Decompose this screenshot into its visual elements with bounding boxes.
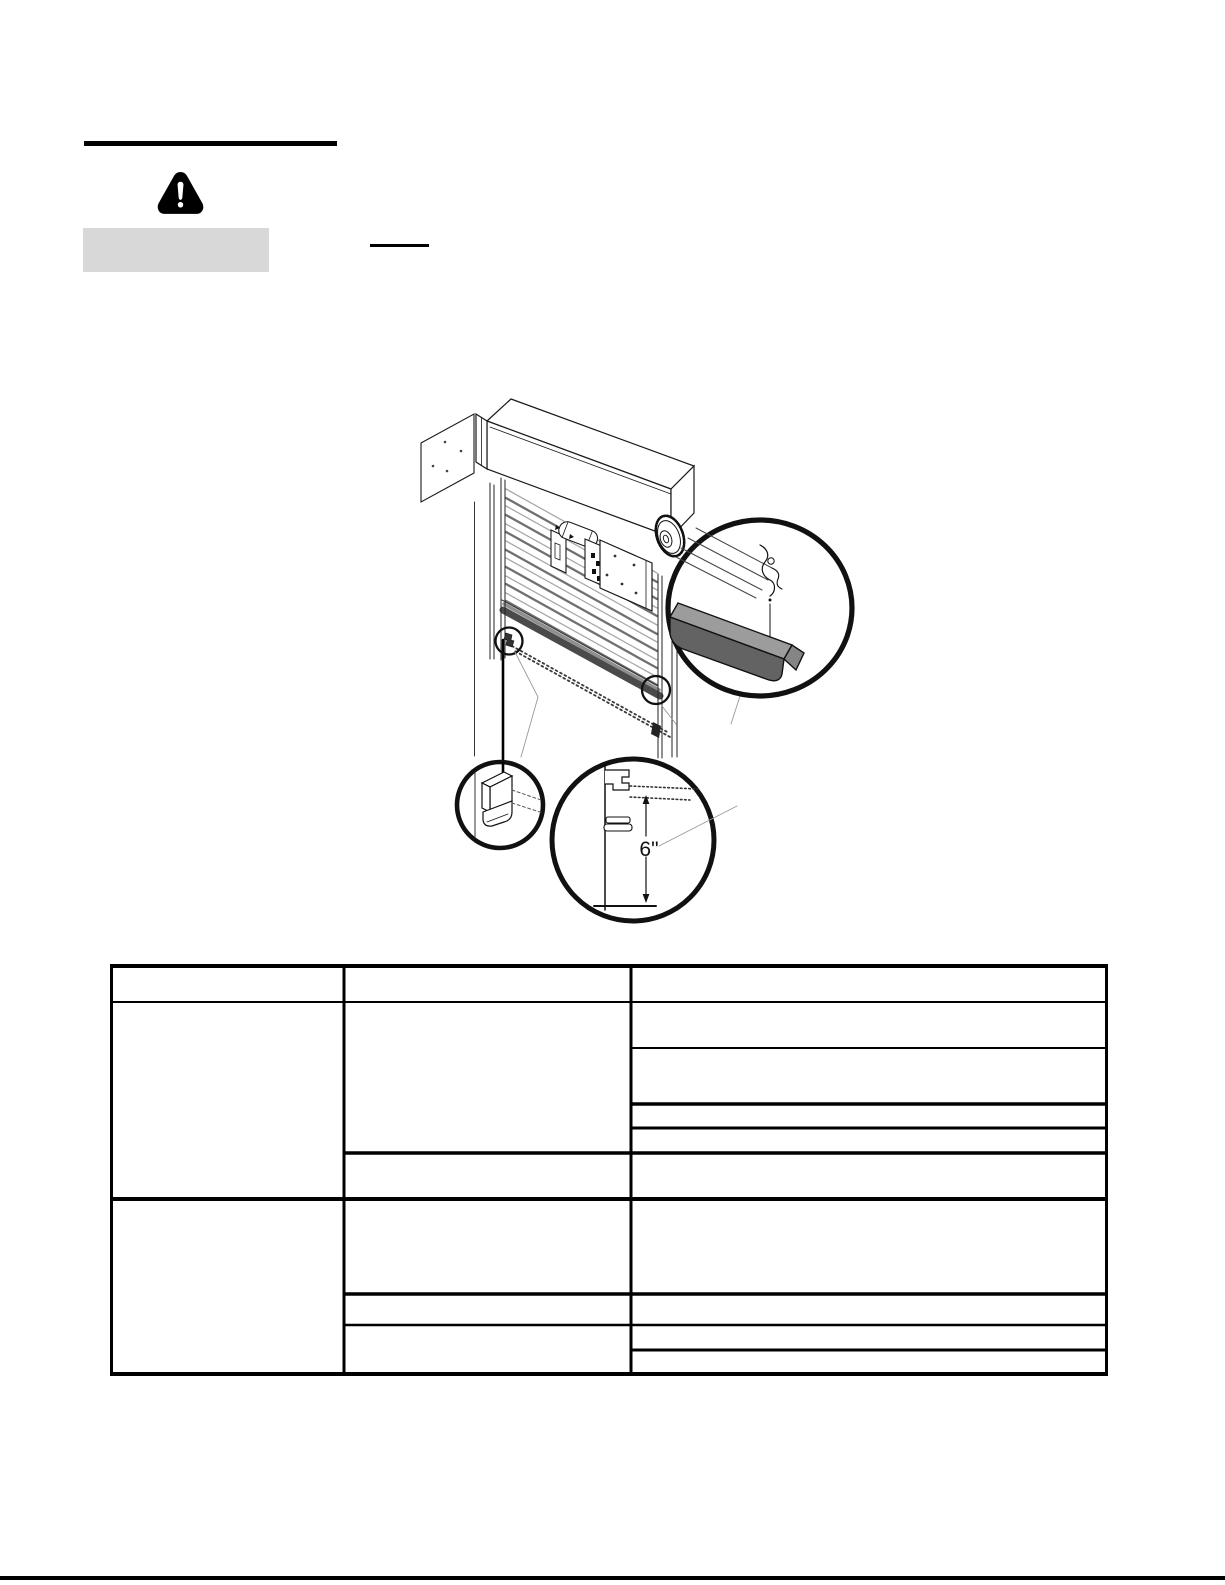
dimension-label: 6" <box>639 838 659 861</box>
door-operator <box>551 519 605 586</box>
warning-triangle-icon <box>157 170 204 216</box>
footer-rule <box>0 1576 1225 1580</box>
wall-bracket-plate <box>421 414 474 502</box>
section-heading-rule <box>84 141 337 146</box>
short-underline <box>370 244 429 247</box>
redacted-text-block <box>83 228 269 272</box>
parts-table <box>105 958 1113 1382</box>
door-assembly-figure <box>415 394 860 929</box>
detail-circle-dimension <box>552 759 737 921</box>
left-guide <box>490 478 505 762</box>
detail-circle-bottom-bar <box>668 520 852 696</box>
operator-mounting-plate <box>600 540 652 611</box>
detail-circle-guide-bracket <box>457 762 543 848</box>
